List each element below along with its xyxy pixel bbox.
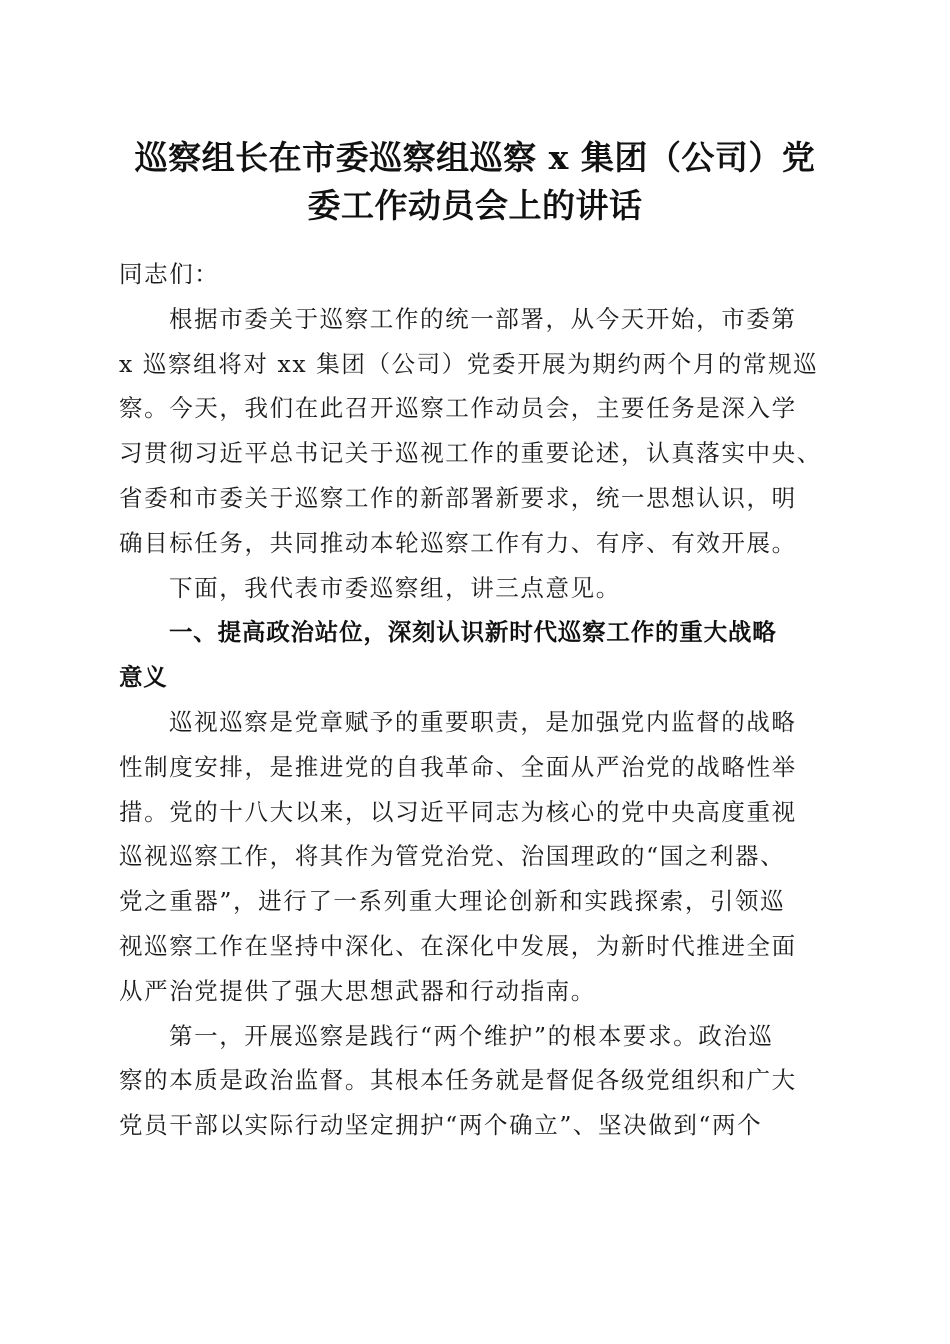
document-title — [100, 134, 850, 230]
title-line-2: 委工作动员会上的讲话 — [307, 186, 643, 225]
document-body — [119, 252, 831, 1148]
paragraph-line: 确目标任务，共同推动本轮巡察工作有力、有序、有效开展。 — [119, 528, 797, 557]
paragraph-line: 省委和市委关于巡察工作的新部署新要求，统一思想认识，明 — [119, 483, 797, 512]
paragraph-line: 从严治党提供了强大思想武器和行动指南。 — [119, 976, 596, 1005]
paragraph-line: x 巡察组将对 xx 集团（公司）党委开展为期约两个月的常规巡 — [119, 349, 819, 378]
heading-line: 一、提高政治站位，深刻认识新时代巡察工作的重大战略 — [169, 618, 777, 647]
paragraph-intro — [119, 297, 831, 566]
paragraph-transition — [119, 566, 831, 611]
heading-line: 意义 — [119, 663, 168, 692]
paragraph-line: 措。党的十八大以来，以习近平同志为核心的党中央高度重视 — [119, 797, 797, 826]
paragraph-line: 根据市委关于巡察工作的统一部署，从今天开始，市委第 — [169, 304, 797, 333]
paragraph-line: 党员干部以实际行动坚定拥护“两个确立”、坚决做到“两个 — [119, 1111, 763, 1140]
paragraph-significance — [119, 700, 831, 1014]
paragraph-line: 巡视巡察工作，将其作为管党治党、治国理政的“国之利器、 — [119, 842, 786, 871]
paragraph-line: 习贯彻习近平总书记关于巡视工作的重要论述，认真落实中央、 — [119, 439, 822, 468]
paragraph-line: 下面，我代表市委巡察组，讲三点意见。 — [169, 573, 621, 602]
paragraph-line: 第一，开展巡察是践行“两个维护”的根本要求。政治巡 — [169, 1021, 774, 1050]
paragraph-first-point — [119, 1014, 831, 1148]
section-heading-1 — [119, 610, 831, 700]
paragraph-line: 察。今天，我们在此召开巡察工作动员会，主要任务是深入学 — [119, 394, 797, 423]
paragraph-line: 党之重器”，进行了一系列重大理论创新和实践探索，引领巡 — [119, 887, 786, 916]
paragraph-line: 察的本质是政治监督。其根本任务就是督促各级党组织和广大 — [119, 1066, 797, 1095]
paragraph-line: 巡视巡察是党章赋予的重要职责，是加强党内监督的战略 — [169, 707, 797, 736]
paragraph-line: 性制度安排，是推进党的自我革命、全面从严治党的战略性举 — [119, 752, 797, 781]
paragraph-line: 视巡察工作在坚持中深化、在深化中发展，为新时代推进全面 — [119, 931, 797, 960]
salutation: 同志们： — [119, 260, 220, 288]
title-line-1: 巡察组长在市委巡察组巡察 x 集团（公司）党 — [134, 138, 816, 177]
